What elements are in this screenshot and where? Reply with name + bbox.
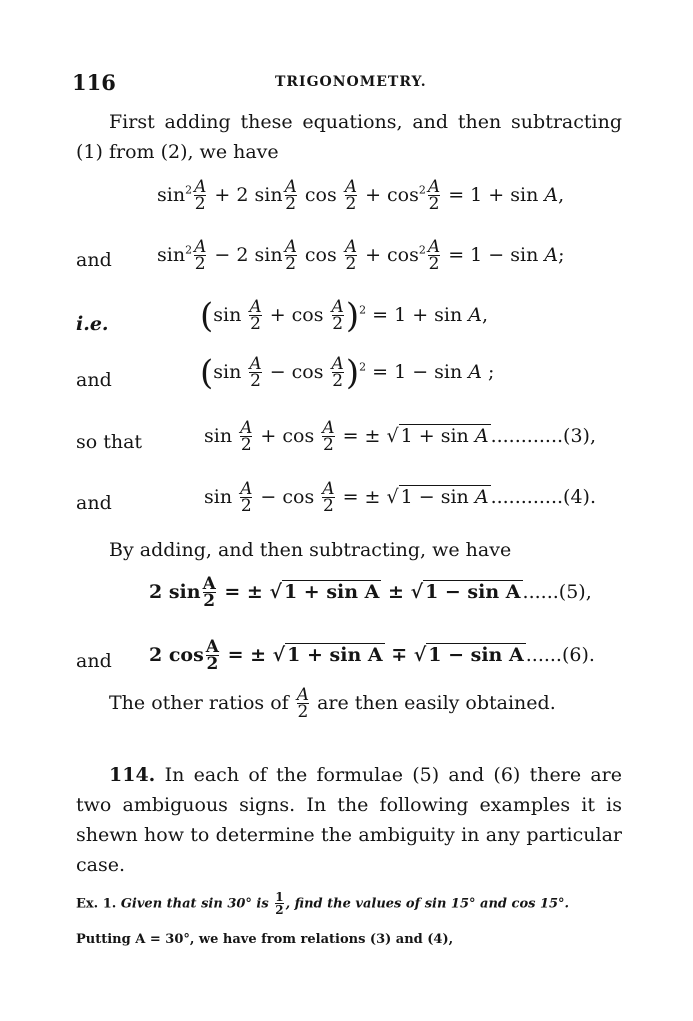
intro-paragraph: First adding these equations, and then subtracting (1) from (2), we have xyxy=(76,111,622,163)
label-and: and xyxy=(76,650,112,672)
equation-6: 2 cos $\frac{A}{2}$ = ± √ 1 + sin A ∓ √ 1 − sin A ......(6). xyxy=(149,637,595,674)
equation-tag: (5), xyxy=(558,581,592,603)
putting-line: Putting A = 30°, we have from relations (3) and (4), xyxy=(76,932,454,947)
example-text-a: Given that sin 30° is xyxy=(120,896,269,912)
equation-difference-squared: $\sin^2$ $\frac{A}{2}$ − 2 sin $\frac{A}{2}$ cos $\frac{A}{2}$ + $\cos^2$ $\frac{A}{2}$ = 1 − sin A; xyxy=(157,237,565,274)
equation-square-plus: (sin $\frac{A}{2}$ + cos $\frac{A}{2}$ )$^2$ = 1 + sin A, xyxy=(200,296,489,336)
other-ratios-line: The other ratios of $\frac{A}{2}$ are then easily obtained. xyxy=(109,685,556,722)
section-number: 114. xyxy=(109,764,156,786)
other-ratios-after: are then easily obtained. xyxy=(317,692,556,714)
label-ie: i.e. xyxy=(76,313,109,335)
example-text-b: , find the values of sin 15° and cos 15°. xyxy=(285,896,570,912)
equation-5: 2 sin $\frac{A}{2}$ = ± √ 1 + sin A ± √ 1 − sin A ......(5), xyxy=(149,574,592,611)
equation-tag: (4). xyxy=(563,486,596,508)
example-1: Ex. 1. Given that sin 30° is $\frac{1}{2}$ , find the values of sin 15° and cos 15°. xyxy=(76,890,570,917)
label-so-that: so that xyxy=(76,431,143,453)
section-text: In each of the formulae (5) and (6) there are two ambiguous signs. In the following examples it is shewn how to determine the ambiguity in any particular case. xyxy=(76,764,622,876)
equation-tag: (6). xyxy=(561,644,595,666)
equation-sum-squared: $\sin^2$ $\frac{A}{2}$ + 2 sin $\frac{A}{2}$ cos $\frac{A}{2}$ + $\cos^2$ $\frac{A}{2}$ = 1 + sin A, xyxy=(157,177,565,214)
label-and: and xyxy=(76,369,112,391)
running-title: TRIGONOMETRY. xyxy=(275,74,427,90)
label-and: and xyxy=(76,249,112,271)
example-label: Ex. 1. xyxy=(76,896,117,912)
equation-square-minus: (sin $\frac{A}{2}$ − cos $\frac{A}{2}$ )$^2$ = 1 − sin A ; xyxy=(200,353,495,393)
by-adding-text: By adding, and then subtracting, we have xyxy=(109,539,512,561)
equation-3: sin $\frac{A}{2}$ + cos $\frac{A}{2}$ = ± √ 1 + sin A ............(3), xyxy=(204,418,596,455)
equation-tag: (3), xyxy=(563,425,596,447)
label-and: and xyxy=(76,492,112,514)
section-114 xyxy=(76,760,622,880)
page-number: 116 xyxy=(72,70,116,95)
equation-4: sin $\frac{A}{2}$ − cos $\frac{A}{2}$ = ± √ 1 − sin A ............(4). xyxy=(204,479,596,516)
other-ratios-before: The other ratios of xyxy=(109,692,289,714)
